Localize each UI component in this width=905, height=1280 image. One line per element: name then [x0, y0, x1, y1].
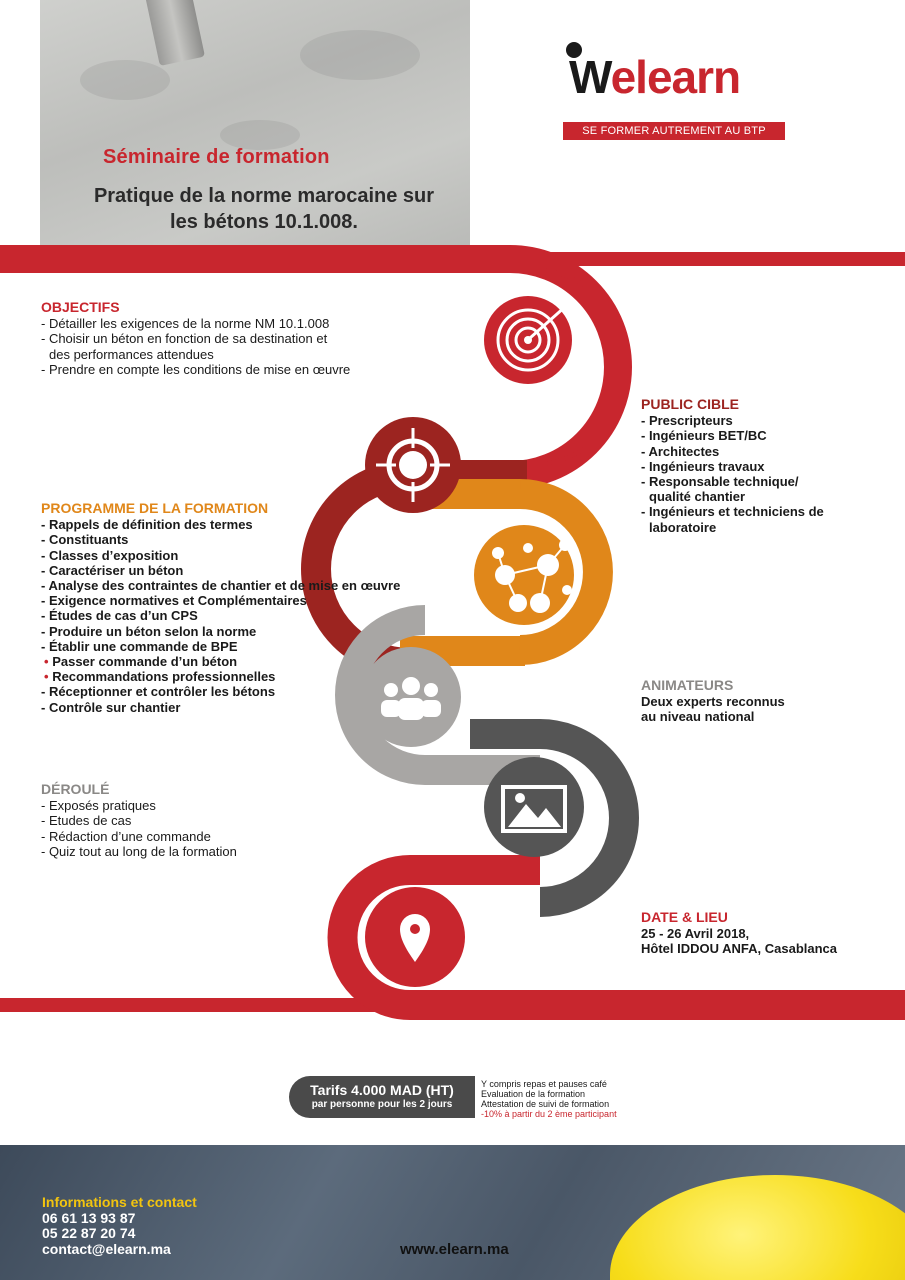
list-item: - Détailler les exigences de la norme NM 10.1.008 [41, 316, 330, 332]
list-item: - Ingénieurs BET/BC [641, 428, 767, 444]
date-lieu-section [641, 910, 837, 957]
price-notes [481, 1079, 617, 1119]
logo-tagline: SE FORMER AUTREMENT AU BTP [563, 122, 785, 140]
list-item: - Ingénieurs travaux [641, 458, 765, 474]
helmet-image [610, 1175, 905, 1280]
list-item: - Choisir un béton en fonction de sa destination et [41, 331, 328, 347]
date-line: 25 - 26 Avril 2018, [641, 926, 750, 942]
sub-item-label: Passer commande d’un béton [52, 654, 238, 670]
image-icon [484, 757, 584, 857]
list-item: - Rédaction d’une commande [41, 828, 211, 844]
list-item: - Exigence normatives et Complémentaires [41, 593, 307, 609]
price-note: Attestation de suivi de formation [481, 1099, 610, 1109]
list-item: - Quiz tout au long de la formation [41, 843, 237, 859]
list-item: - Réceptionner et contrôler les bétons [41, 684, 276, 700]
location-line: Hôtel IDDOU ANFA, Casablanca [641, 941, 838, 957]
public-cible-heading: PUBLIC CIBLE [641, 396, 739, 412]
objectifs-section [41, 300, 350, 377]
list-item: - Rappels de définition des termes [41, 517, 253, 533]
programme-section [41, 501, 400, 715]
list-item: qualité chantier [649, 489, 746, 505]
list-item: - Prescripteurs [641, 413, 733, 429]
sub-item-label: Recommandations professionnelles [52, 669, 276, 685]
list-item: - Architectes [641, 443, 720, 459]
list-item: - Contrôle sur chantier [41, 699, 181, 715]
list-item: - Établir une commande de BPE [41, 638, 238, 654]
objectifs-heading: OBJECTIFS [41, 299, 120, 315]
animateurs-section [641, 678, 785, 725]
contact-phone[interactable]: 05 22 87 20 74 [42, 1225, 136, 1241]
logo-w: W [569, 51, 611, 103]
list-item: - Analyse des contraintes de chantier et de mise en œuvre [41, 578, 401, 594]
list-item: - Classes d’exposition [41, 547, 179, 563]
contact-email[interactable]: contact@elearn.ma [42, 1240, 171, 1257]
price-main: Tarifs 4.000 MAD (HT) [310, 1082, 454, 1098]
list-sub-item [41, 669, 400, 684]
bullet-icon: • [44, 669, 49, 685]
list-item: - Caractériser un béton [41, 562, 184, 578]
list-item: - Produire un béton selon la norme [41, 623, 257, 639]
title-line-1: Pratique de la norme marocaine sur [93, 185, 435, 207]
molecule-icon [474, 525, 574, 625]
public-cible-section [641, 397, 824, 535]
list-item: - Ingénieurs et techniciens de [641, 504, 824, 520]
seminar-label: Séminaire de formation [103, 146, 330, 168]
date-lieu-heading: DATE & LIEU [641, 909, 728, 925]
logo-text: elearn [610, 51, 741, 103]
location-pin-icon [365, 887, 465, 987]
contact-phone[interactable]: 06 61 13 93 87 [42, 1209, 136, 1226]
crosshair-icon [365, 417, 461, 513]
list-sub-item [41, 654, 400, 669]
list-item: - Responsable technique/ [641, 474, 799, 490]
animateurs-line: Deux experts reconnus [641, 694, 785, 710]
list-item: - Constituants [41, 532, 129, 548]
list-item: - Exposés pratiques [41, 798, 156, 814]
bullet-icon: • [44, 654, 49, 670]
list-item: laboratoire [649, 519, 717, 535]
list-item: - Prendre en compte les conditions de mise en œuvre [41, 361, 351, 377]
contact-heading: Informations et contact [42, 1194, 197, 1210]
website-link[interactable]: www.elearn.ma [400, 1241, 509, 1258]
list-item: - Études de cas d’un CPS [41, 608, 198, 624]
animateurs-heading: ANIMATEURS [641, 677, 734, 693]
deroule-section [41, 782, 237, 859]
title-line-2: les bétons 10.1.008. [170, 211, 358, 233]
price-note: Y compris repas et pauses café [481, 1079, 607, 1089]
animateurs-line: au niveau national [641, 709, 755, 725]
deroule-heading: DÉROULÉ [41, 781, 110, 797]
price-discount: -10% à partir du 2 ème participant [481, 1109, 617, 1119]
target-icon [484, 296, 572, 384]
contact-section [42, 1195, 197, 1257]
list-item: - Etudes de cas [41, 813, 132, 829]
list-item: des performances attendues [49, 346, 214, 362]
price-sub: par personne pour les 2 jours [311, 1099, 453, 1110]
price-badge [289, 1076, 475, 1118]
price-note: Evaluation de la formation [481, 1089, 586, 1099]
programme-heading: PROGRAMME DE LA FORMATION [41, 500, 269, 516]
